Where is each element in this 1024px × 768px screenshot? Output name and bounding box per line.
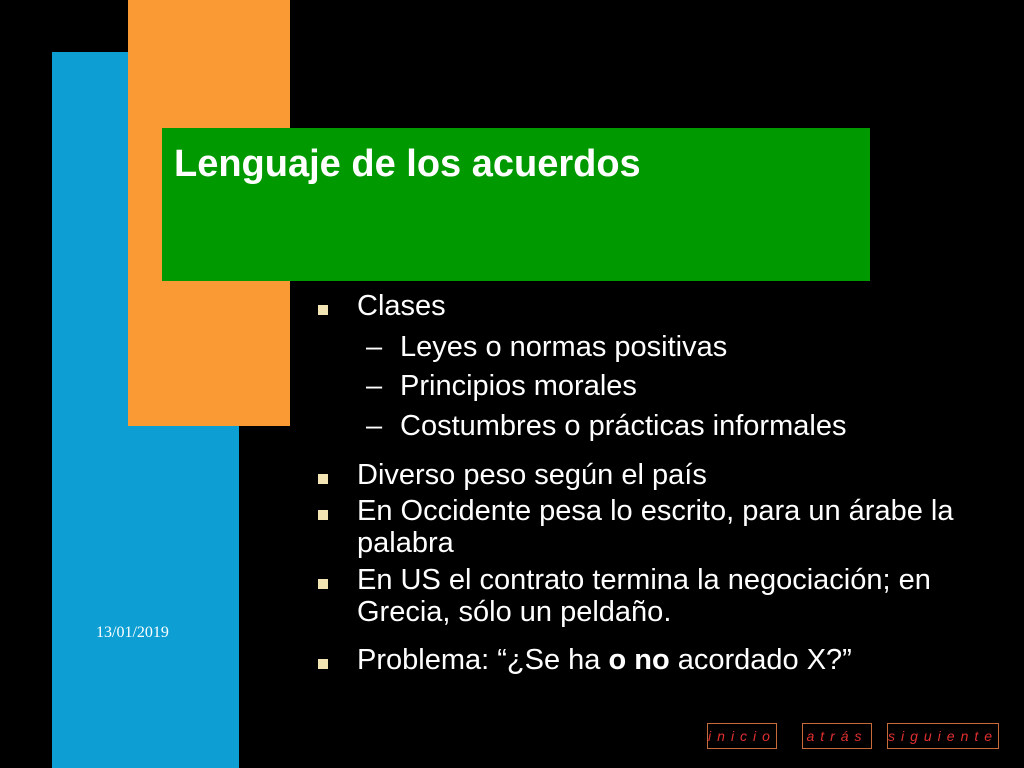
bullet-square-icon bbox=[318, 510, 328, 520]
bullet-square-icon bbox=[318, 579, 328, 589]
bold-word: o bbox=[608, 644, 627, 676]
dash-icon: – bbox=[366, 370, 383, 402]
sub-item bbox=[318, 370, 1008, 402]
dash-icon: – bbox=[366, 410, 383, 442]
bullet-square-icon bbox=[318, 659, 328, 669]
nav-siguiente-button[interactable]: siguiente bbox=[887, 723, 999, 749]
bullet-text-part: Problema: “¿Se ha bbox=[357, 644, 609, 676]
sub-item-text: Leyes o normas positivas bbox=[400, 331, 728, 363]
sub-item-text: Costumbres o prácticas informales bbox=[400, 410, 847, 442]
bullet-square-icon bbox=[318, 305, 328, 315]
sub-item bbox=[318, 331, 1008, 363]
sub-item bbox=[318, 410, 1008, 442]
dash-icon: – bbox=[366, 331, 383, 363]
title-box bbox=[162, 128, 870, 281]
nav-atras-button[interactable]: atrás bbox=[802, 723, 872, 749]
slide-date: 13/01/2019 bbox=[96, 624, 169, 641]
bullet-list bbox=[318, 290, 1008, 676]
bullet-text-part: acordado X?” bbox=[669, 644, 852, 676]
bullet-item bbox=[318, 459, 1008, 491]
bullet-text: Clases bbox=[357, 290, 446, 322]
bullet-text: En US el contrato termina la negociación; en Grecia, sólo un peldaño. bbox=[357, 564, 931, 628]
bullet-item-clases bbox=[318, 290, 1008, 322]
bullet-text: En Occidente pesa lo escrito, para un árabe la palabra bbox=[357, 495, 954, 559]
nav-inicio-button[interactable]: inicio bbox=[707, 723, 777, 749]
sub-item-text: Principios morales bbox=[400, 370, 637, 402]
bullet-item bbox=[318, 644, 1008, 676]
bullet-item bbox=[318, 495, 1008, 559]
bullet-text: Diverso peso según el país bbox=[357, 459, 707, 491]
bold-word: no bbox=[634, 644, 670, 676]
bullet-item bbox=[318, 564, 1008, 628]
slide-title: Lenguaje de los acuerdos bbox=[174, 143, 641, 185]
bullet-square-icon bbox=[318, 474, 328, 484]
